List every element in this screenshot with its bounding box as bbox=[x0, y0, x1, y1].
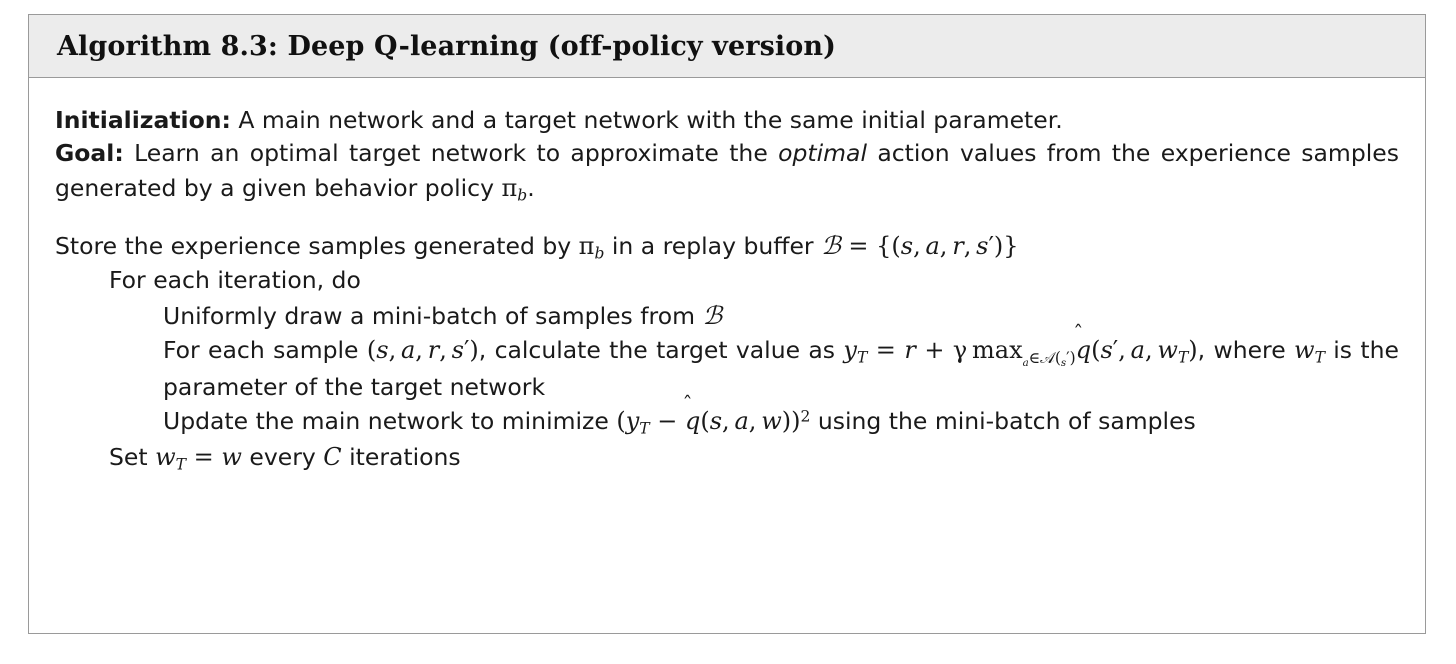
spacer bbox=[55, 206, 1399, 228]
target-value-math-continued: γ $\max_a\in 𝒜(_s')$ q(s′, a, $w_T$) bbox=[953, 336, 1198, 364]
uniformly-draw-text: Uniformly draw a mini-batch of samples from bbox=[163, 301, 695, 330]
loss-math: ($y_T$ − q(s, a, w))$^2$ bbox=[616, 407, 810, 435]
sample-tuple-math: (s, a, r, s′) bbox=[366, 336, 479, 365]
target-parameter-math: $w_T$ bbox=[1294, 336, 1325, 367]
store-experience-line bbox=[55, 228, 1399, 264]
target-value-math: $y_T = r$ + bbox=[843, 336, 945, 367]
for-each-sample-text-third: , where bbox=[1197, 336, 1286, 365]
update-text-first: Update the main network to minimize bbox=[163, 407, 609, 436]
update-text-second: using the mini-batch of samples bbox=[817, 407, 1196, 436]
uniformly-draw-buffer-symbol: ℬ bbox=[702, 300, 723, 330]
for-each-sample-paragraph bbox=[163, 333, 1399, 404]
goal-emphasis: optimal bbox=[778, 139, 867, 168]
initialization-line bbox=[55, 104, 1399, 137]
algorithm-title: Algorithm 8.3: Deep Q-learning (off-policy version) bbox=[57, 30, 836, 62]
algorithm-header bbox=[29, 15, 1425, 78]
goal-label: Goal: bbox=[55, 139, 124, 168]
set-text-second: every bbox=[249, 442, 316, 471]
uniformly-draw-line bbox=[163, 298, 1399, 334]
behavior-policy-symbol: $\pi_b$ bbox=[501, 173, 528, 205]
set-text-first: Set bbox=[109, 442, 148, 471]
set-parameter-math: $w_T = w$ bbox=[155, 442, 242, 474]
goal-text-period: . bbox=[527, 173, 535, 202]
store-text-second: in a replay buffer bbox=[611, 232, 814, 261]
set-target-parameter-line bbox=[109, 440, 1399, 475]
algorithm-body bbox=[29, 78, 1425, 475]
for-each-iteration-line: For each iteration, do bbox=[109, 266, 361, 295]
set-text-third: iterations bbox=[349, 442, 461, 471]
store-text-first: Store the experience samples generated by bbox=[55, 232, 572, 261]
initialization-text: A main network and a target network with the same initial parameter. bbox=[238, 106, 1063, 134]
q-hat-target: q bbox=[1075, 336, 1092, 365]
for-each-sample-text-first: For each sample bbox=[163, 336, 359, 365]
for-each-sample-text-fourth: is the parameter of the target network bbox=[163, 336, 1399, 402]
initialization-label: Initialization: bbox=[55, 106, 231, 134]
for-each-sample-text-second: , calculate the target value as bbox=[478, 336, 836, 365]
store-policy-symbol: $\pi_b$ bbox=[578, 232, 605, 263]
goal-text-second: action values from the experience samples generated by a given behavior policy bbox=[55, 139, 1399, 202]
q-hat-main: q bbox=[684, 407, 701, 436]
goal-text-first: Learn an optimal target network to approximate the bbox=[134, 139, 768, 168]
algorithm-box bbox=[28, 14, 1426, 634]
replay-buffer-math: ℬ = {(s, a, r, s′)} bbox=[821, 231, 1019, 261]
update-main-network-paragraph bbox=[163, 404, 1399, 439]
goal-paragraph bbox=[55, 137, 1399, 206]
interval-symbol: C bbox=[323, 442, 342, 471]
